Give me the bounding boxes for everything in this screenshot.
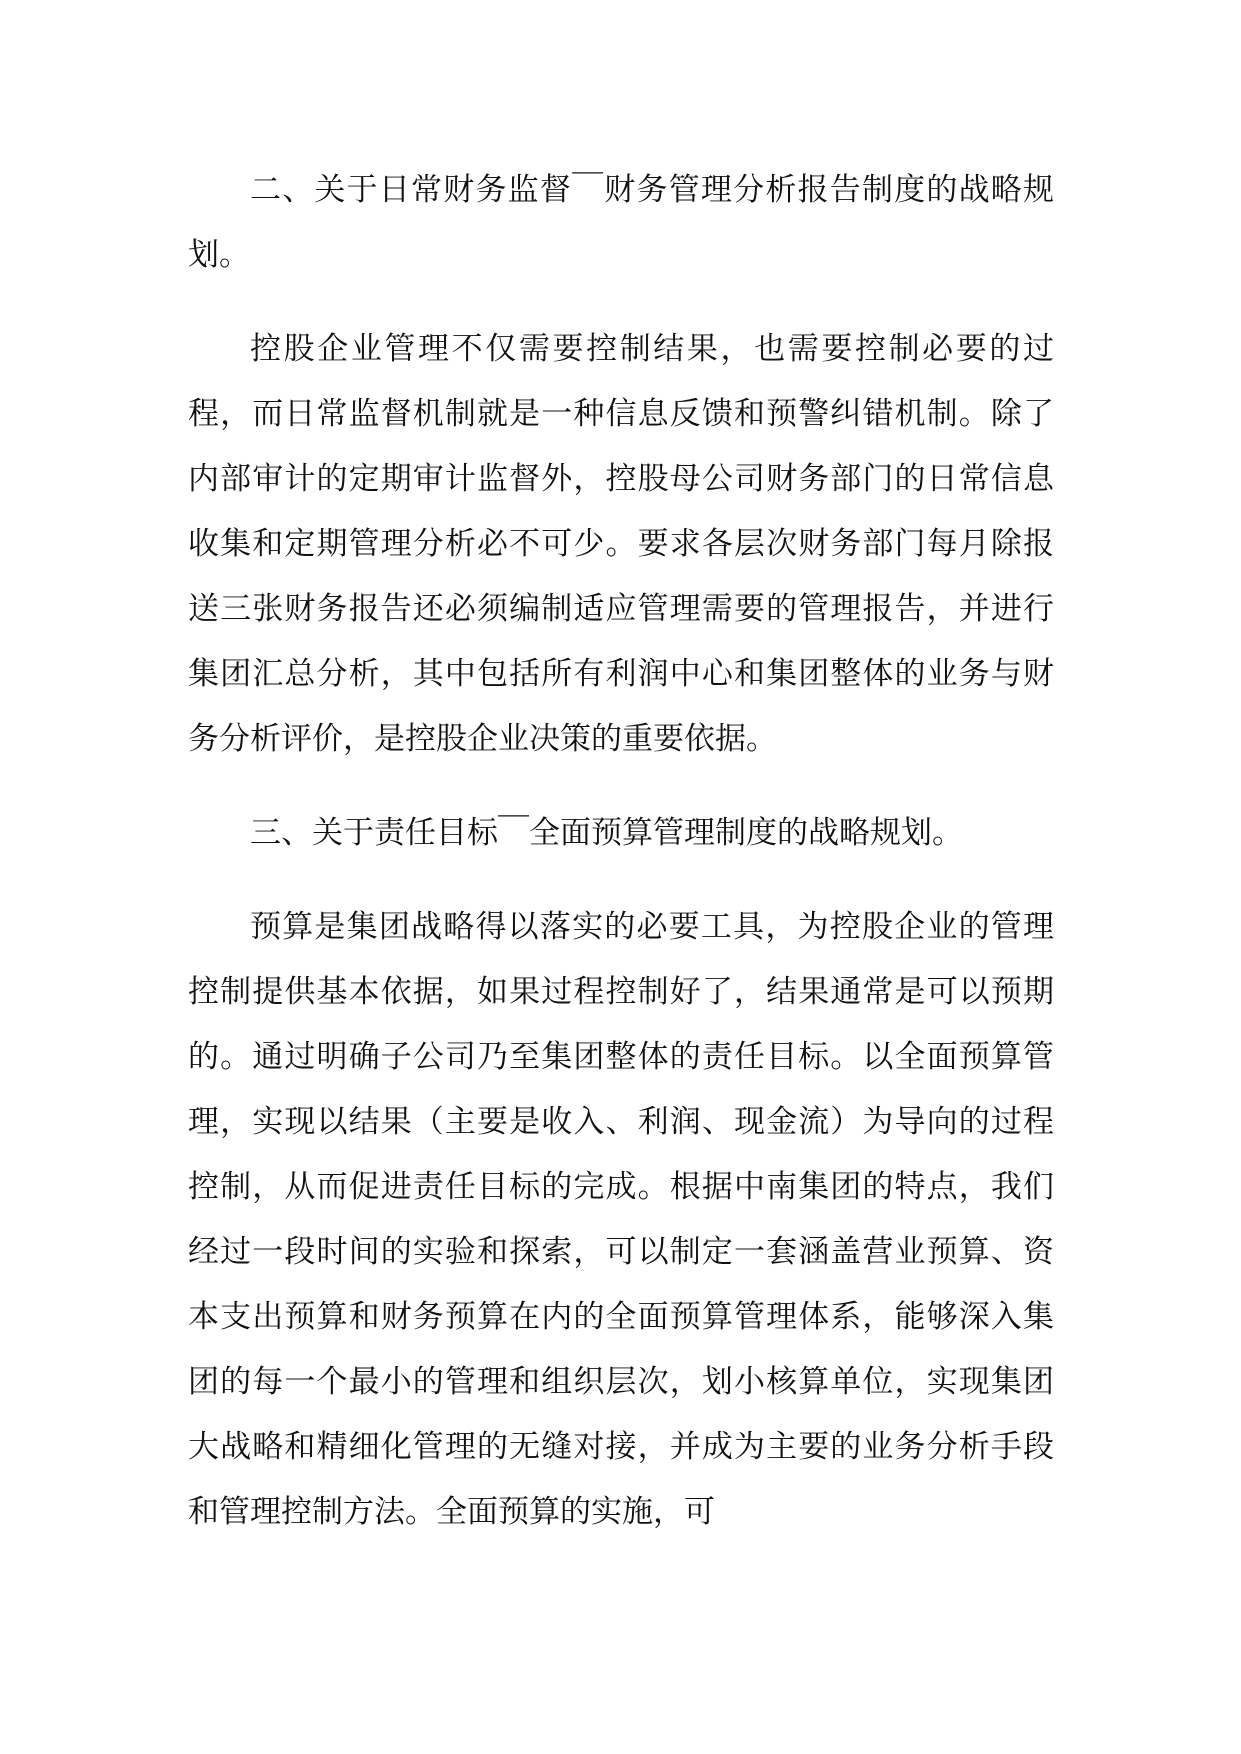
body-paragraph-daily-supervision: 控股企业管理不仅需要控制结果，也需要控制必要的过程，而日常监督机制就是一种信息反馈和预警纠错机制。除了内部审计的定期审计监督外，控股母公司财务部门的日常信息收集和定期管理分析必不可少。要求各层次财务部门每月除报送三张财务报告还必须编制适应管理需要的管理报告，并进行集团汇总分析，其中包括所有利润中心和集团整体的业务与财务分析评价，是控股企业决策的重要依据。	[188, 331, 1054, 757]
document-page	[188, 158, 1054, 1574]
section-heading-two: 二、关于日常财务监督￣财务管理分析报告制度的战略规划。	[188, 172, 1054, 273]
section-heading-three: 三、关于责任目标￣全面预算管理制度的战略规划。	[250, 815, 963, 851]
body-paragraph-budget: 预算是集团战略得以落实的必要工具，为控股企业的管理控制提供基本依据，如果过程控制好了，结果通常是可以预期的。通过明确子公司乃至集团整体的责任目标。以全面预算管理，实现以结果（主要是收入、利润、现金流）为导向的过程控制，从而促进责任目标的完成。根据中南集团的特点，我们经过一段时间的实验和探索，可以制定一套涵盖营业预算、资本支出预算和财务预算在内的全面预算管理体系，能够深入集团的每一个最小的管理和组织层次，划小核算单位，实现集团大战略和精细化管理的无缝对接，并成为主要的业务分析手段和管理控制方法。全面预算的实施，可	[188, 909, 1054, 1530]
